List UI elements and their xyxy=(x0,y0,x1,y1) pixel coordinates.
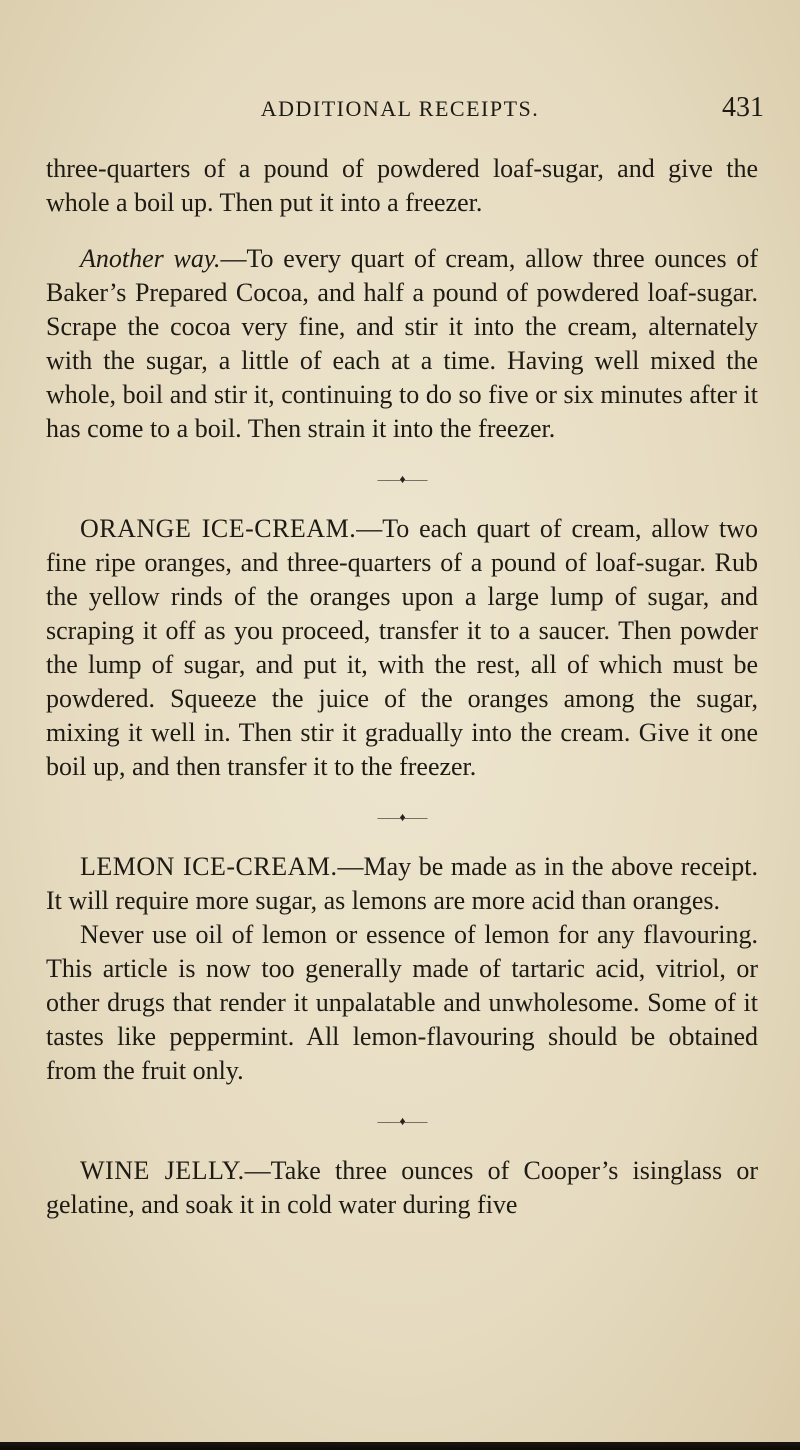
another-way-paragraph xyxy=(46,242,758,446)
separator-glyph: ——♦—— xyxy=(377,472,427,486)
running-head xyxy=(0,92,800,132)
lemon-ice-cream-body: —May be made as in the above receipt. It will require more sugar, as lemons are more acid than oranges. xyxy=(46,852,759,915)
section-separator xyxy=(46,468,758,490)
lemon-flavouring-note: Never use oil of lemon or essence of lemon for any flavouring. This article is now too generally made of tartaric acid, vitriol, or other drugs that render it unpalatable and unwholesome. Some of it tastes like peppermint. All lemon-flavouring should be obtained from the fruit only. xyxy=(46,920,758,1085)
lemon-ice-cream-paragraph xyxy=(46,850,758,918)
section-separator xyxy=(46,806,758,828)
section-separator xyxy=(46,1110,758,1132)
orange-ice-cream-paragraph xyxy=(46,512,758,784)
continuation-paragraph: three-quarters of a pound of powdered loaf-sugar, and give the whole a boil up. Then put it into a freezer. xyxy=(46,154,758,217)
orange-ice-cream-title: ORANGE ICE-CREAM. xyxy=(80,514,357,543)
another-way-lead: Another way. xyxy=(80,244,221,273)
orange-ice-cream-body: —To each quart of cream, allow two fine ripe oranges, and three-quarters of a pound of loaf-sugar. Rub the yellow rinds of the oranges upon a large lump of sugar, and scraping it off as you proceed, transfer it to a saucer. Then powder the lump of sugar, and put it, with the rest, all of which must be powdered. Squeeze the juice of the oranges among the sugar, mixing it well in. Then stir it gradually into the cream. Give it one boil up, and then transfer it to the freezer. xyxy=(46,514,758,781)
wine-jelly-body: —Take three ounces of Cooper’s isinglass or gelatine, and soak it in cold water during five xyxy=(46,1156,758,1219)
lemon-ice-cream-title: LEMON ICE-CREAM. xyxy=(80,852,338,881)
wine-jelly-paragraph xyxy=(46,1154,758,1222)
page-number: 431 xyxy=(722,92,764,123)
separator-glyph: ——♦—— xyxy=(377,810,427,824)
running-title: ADDITIONAL RECEIPTS. xyxy=(260,96,540,121)
separator-glyph: ——♦—— xyxy=(377,1114,427,1128)
page-text xyxy=(46,152,758,1222)
wine-jelly-title: WINE JELLY. xyxy=(80,1156,245,1185)
another-way-body: —To every quart of cream, allow three ounces of Baker’s Prepared Cocoa, and half a pound of powdered loaf-sugar. Scrape the cocoa very fine, and stir it into the cream, alternately with the sugar, a little of each at a time. Having well mixed the whole, boil and stir it, continuing to do so five or six minutes after it has come to a boil. Then strain it into the freezer. xyxy=(46,244,758,443)
page-bottom-edge xyxy=(0,1442,800,1450)
